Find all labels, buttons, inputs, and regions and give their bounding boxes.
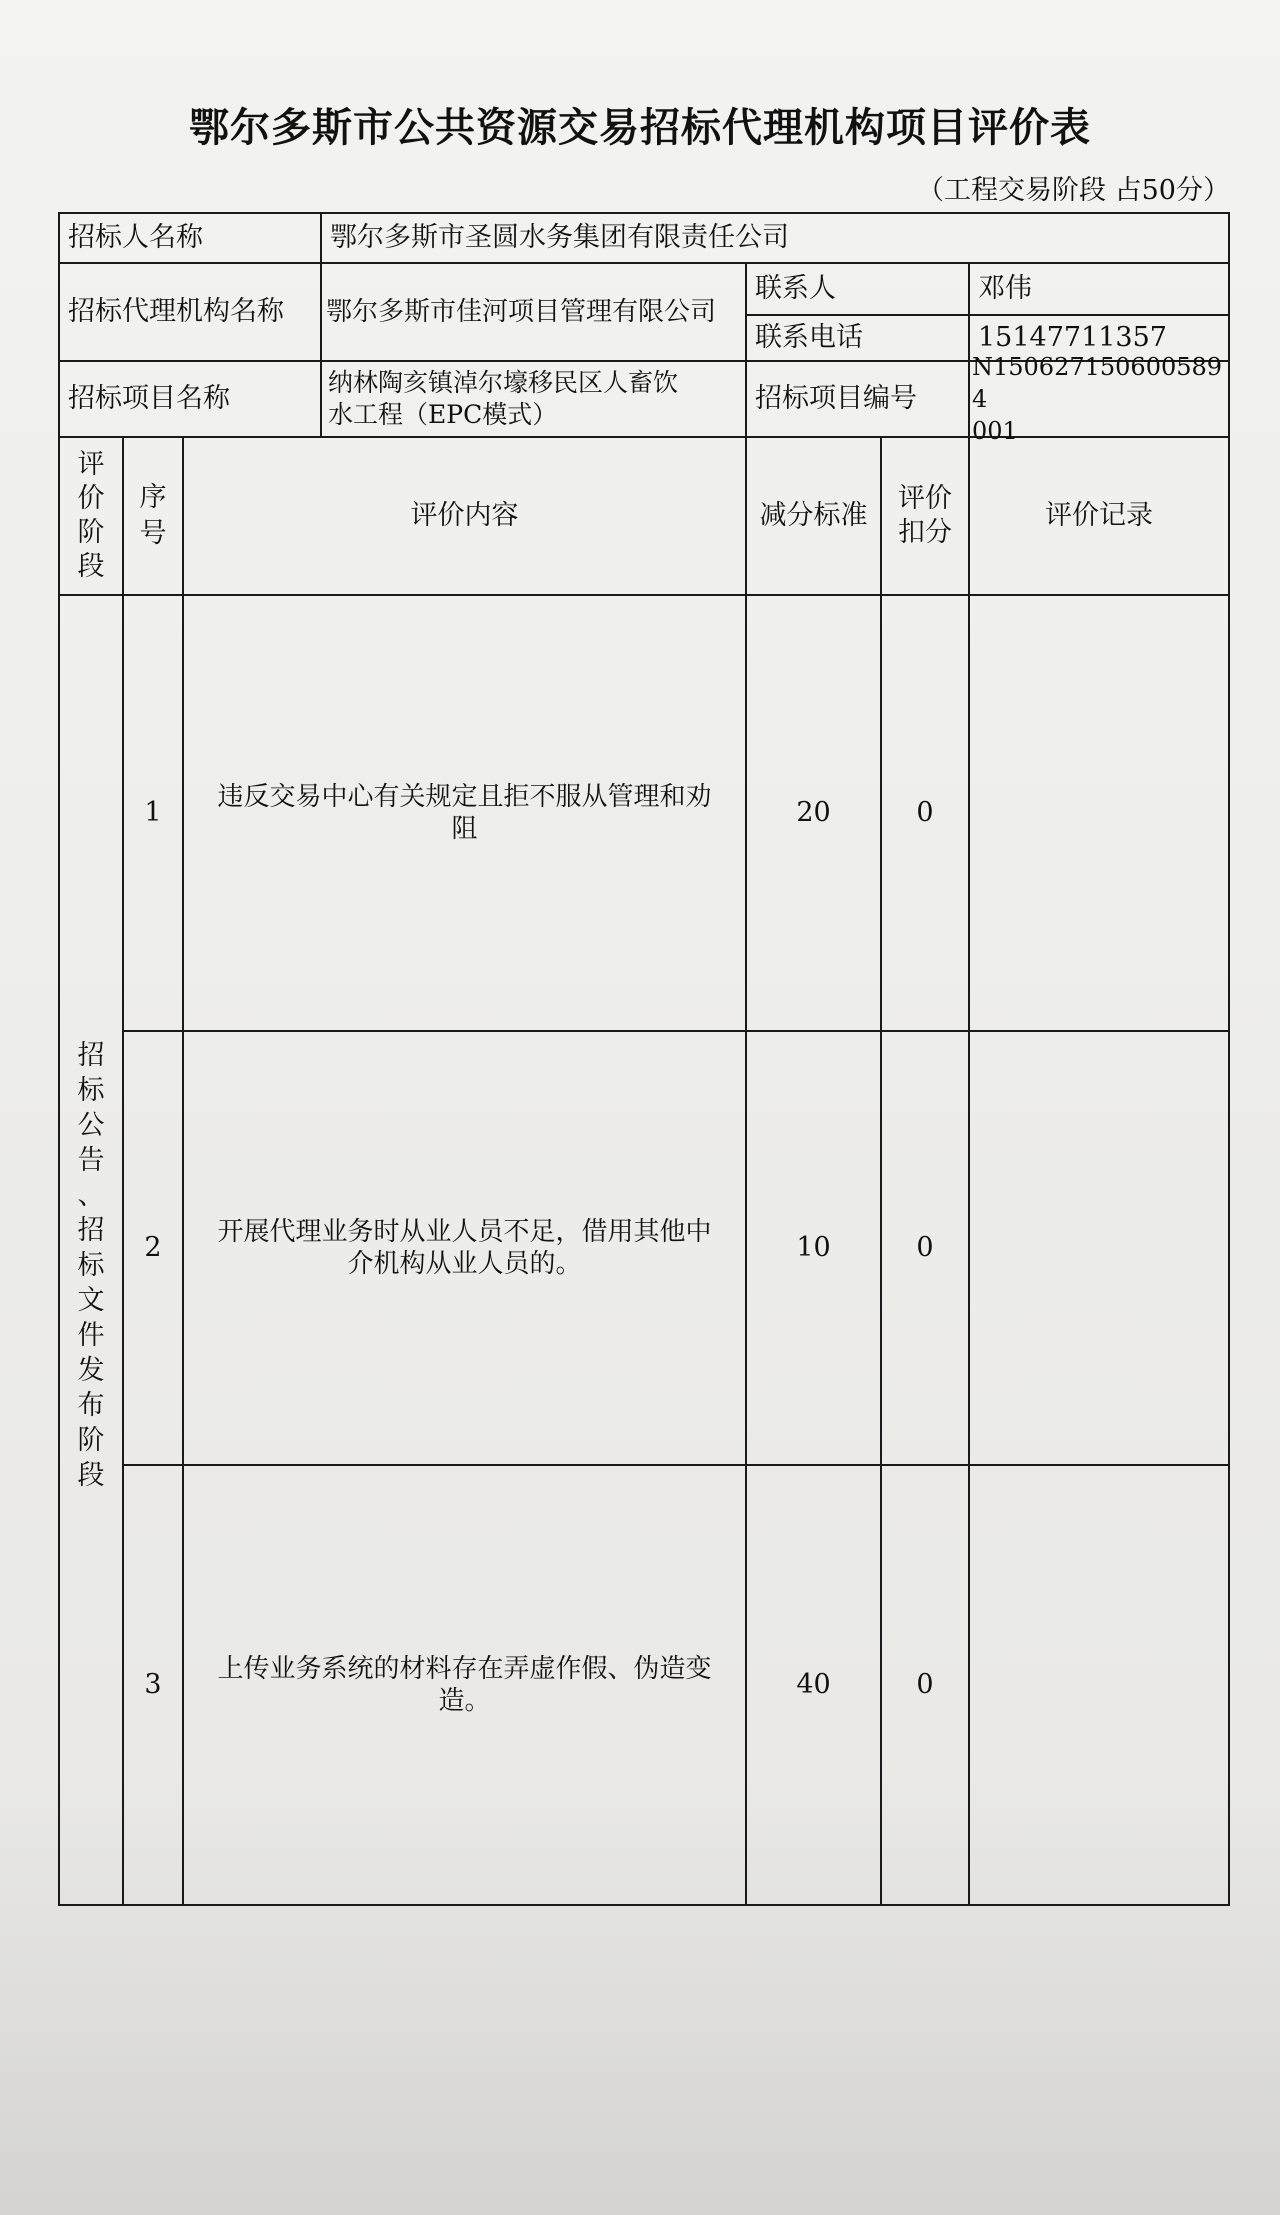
tenderer-label: 招标人名称 xyxy=(68,222,203,253)
page-title: 鄂尔多斯市公共资源交易招标代理机构项目评价表 xyxy=(189,105,1091,151)
code-value-line1: N150627150600589 4 xyxy=(972,353,1223,413)
row-deduct: 0 xyxy=(916,1232,934,1263)
row-seq: 1 xyxy=(144,797,162,828)
row-standard: 20 xyxy=(796,797,831,828)
header-seq: 序 号 xyxy=(139,482,167,549)
row-seq: 3 xyxy=(144,1669,162,1700)
row-content: 上传业务系统的材料存在弄虚作假、伪造变 造。 xyxy=(217,1654,712,1716)
tenderer-value: 鄂尔多斯市圣圆水务集团有限责任公司 xyxy=(330,222,789,253)
agency-label: 招标代理机构名称 xyxy=(68,296,284,327)
row-standard: 40 xyxy=(796,1669,831,1700)
stage-label: 招 标 公 告 、 招 标 文 件 发 布 阶 段 xyxy=(77,1039,105,1491)
header-deduct: 评价 扣分 xyxy=(898,483,952,548)
project-value-line1: 纳林陶亥镇淖尔壕移民区人畜饮 xyxy=(328,368,679,397)
row-record xyxy=(970,1466,1228,1904)
row-record xyxy=(970,596,1228,1030)
project-value xyxy=(322,362,745,436)
page-subtitle: （工程交易阶段 占50分） xyxy=(917,175,1230,206)
phone-label: 联系电话 xyxy=(755,322,863,353)
agency-value: 鄂尔多斯市佳河项目管理有限公司 xyxy=(326,297,717,327)
project-label: 招标项目名称 xyxy=(68,383,230,414)
phone-value: 15147711357 xyxy=(978,322,1167,353)
code-value xyxy=(970,353,1228,445)
code-label: 招标项目编号 xyxy=(755,383,917,414)
code-value-line2: 001 xyxy=(972,417,1018,445)
contact-value: 邓伟 xyxy=(978,273,1032,304)
project-value-line2: 水工程（EPC模式） xyxy=(328,400,558,429)
row-content: 违反交易中心有关规定且拒不服从管理和劝 阻 xyxy=(217,782,712,844)
header-record: 评价记录 xyxy=(1045,500,1153,531)
header-standard: 减分标准 xyxy=(759,500,868,531)
row-record xyxy=(970,1032,1228,1464)
row-deduct: 0 xyxy=(916,797,934,828)
contact-label: 联系人 xyxy=(755,273,836,304)
row-standard: 10 xyxy=(796,1232,831,1263)
header-stage: 评 价 阶 段 xyxy=(77,449,105,582)
row-deduct: 0 xyxy=(916,1669,934,1700)
header-content: 评价内容 xyxy=(410,500,519,531)
row-seq: 2 xyxy=(144,1232,162,1263)
row-content: 开展代理业务时从业人员不足，借用其他中 介机构从业人员的。 xyxy=(217,1217,712,1279)
